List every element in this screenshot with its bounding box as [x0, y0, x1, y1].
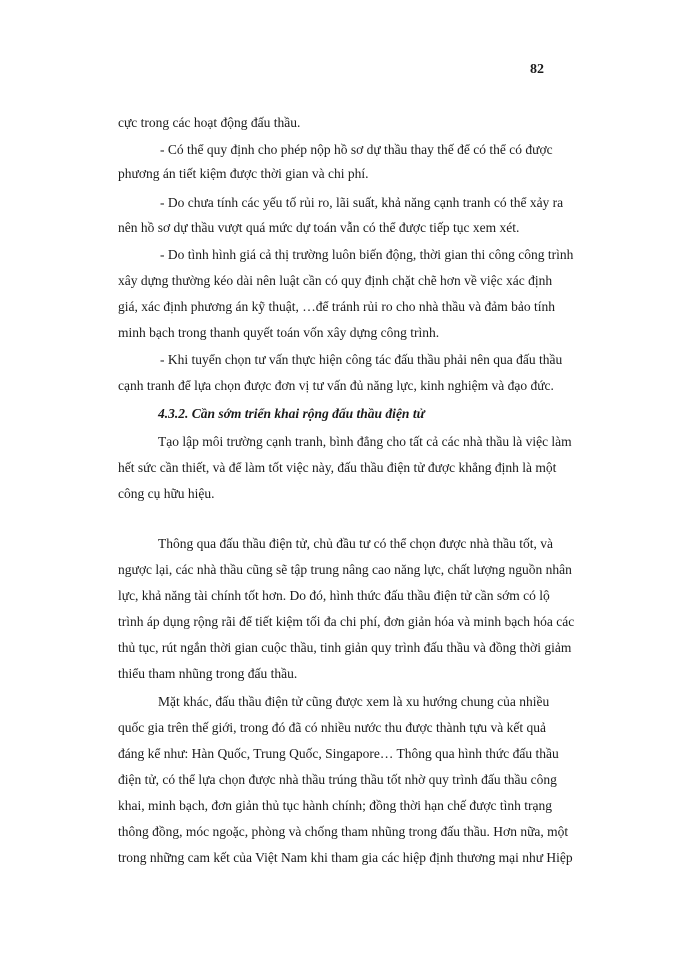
text-line: giá, xác định phương án kỹ thuật, …để tránh rủi ro cho nhà thầu và đảm bảo tính — [118, 299, 555, 314]
text-line: thủ tục, rút ngắn thời gian cuộc thầu, tinh giản quy trình đấu thầu và đồng thời giảm — [118, 640, 572, 655]
text-line: thiểu tham nhũng trong đấu thầu. — [118, 666, 298, 681]
text-line: - Do chưa tính các yếu tố rủi ro, lãi suất, khả năng cạnh tranh có thể xảy ra — [160, 195, 564, 210]
text-line: hết sức cần thiết, và để làm tốt việc này, đấu thầu điện tử được khẳng định là một — [118, 460, 557, 475]
text-line: khai, minh bạch, đơn giản thủ tục hành chính; đồng thời hạn chế được tình trạng — [118, 798, 553, 813]
text-line: nên hồ sơ dự thầu vượt quá mức dự toán vẫn có thể được tiếp tục xem xét. — [118, 220, 520, 235]
text-line: công cụ hữu hiệu. — [118, 486, 215, 501]
text-line: cực trong các hoạt động đấu thầu. — [118, 115, 301, 130]
section-heading: 4.3.2. Cần sớm triển khai rộng đấu thầu điện tử — [158, 406, 425, 421]
text-line: - Khi tuyển chọn tư vấn thực hiện công tác đấu thầu phải nên qua đấu thầu — [160, 352, 563, 367]
text-line: trình áp dụng rộng rãi để tiết kiệm tối đa chi phí, đơn giản hóa và minh bạch hóa các — [118, 614, 575, 629]
text-line: lực, khả năng tài chính tốt hơn. Do đó, hình thức đấu thầu điện tử cần sớm có lộ — [118, 588, 550, 603]
text-line: trong những cam kết của Việt Nam khi tham gia các hiệp định thương mại như Hiệp — [118, 850, 573, 865]
text-line: - Do tình hình giá cả thị trường luôn biến động, thời gian thi công công trình — [160, 247, 574, 262]
text-line: Mặt khác, đấu thầu điện tử cũng được xem là xu hướng chung của nhiều — [158, 694, 550, 709]
text-line: phương án tiết kiệm được thời gian và chi phí. — [118, 166, 369, 181]
text-line: xây dựng thường kéo dài nên luật cần có quy định chặt chẽ hơn về việc xác định — [118, 273, 553, 288]
text-line: điện tử, có thể lựa chọn được nhà thầu trúng thầu tốt nhờ quy trình đấu thầu công — [118, 772, 557, 787]
text-line: ngược lại, các nhà thầu cũng sẽ tập trung nâng cao năng lực, chất lượng nguồn nhân — [118, 562, 572, 577]
text-line: cạnh tranh để lựa chọn được đơn vị tư vấn đủ năng lực, kinh nghiệm và đạo đức. — [118, 378, 554, 393]
text-line: đáng kể như: Hàn Quốc, Trung Quốc, Singapore… Thông qua hình thức đấu thầu — [118, 746, 559, 761]
text-line: thông đồng, móc ngoặc, phòng và chống tham nhũng trong đấu thầu. Hơn nữa, một — [118, 824, 569, 839]
text-line: quốc gia trên thế giới, trong đó đã có nhiều nước thu được thành tựu và kết quả — [118, 720, 547, 735]
text-line: Thông qua đấu thầu điện tử, chủ đầu tư có thể chọn được nhà thầu tốt, và — [158, 536, 553, 551]
text-line: - Có thể quy định cho phép nộp hồ sơ dự thầu thay thế để có thể có được — [160, 142, 553, 157]
page-number: 82 — [530, 62, 544, 77]
text-line: Tạo lập môi trường cạnh tranh, bình đẳng cho tất cả các nhà thầu là việc làm — [158, 434, 572, 449]
text-line: minh bạch trong thanh quyết toán vốn xây dựng công trình. — [118, 325, 440, 340]
